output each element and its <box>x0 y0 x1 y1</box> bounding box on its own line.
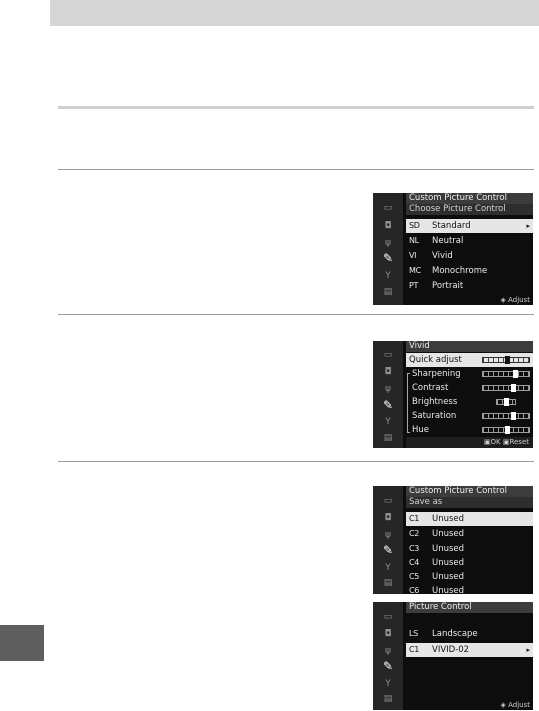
recent-settings-icon: ▤ <box>383 578 393 588</box>
menu-item[interactable] <box>406 643 533 657</box>
slot-item[interactable] <box>406 556 533 570</box>
menu-item-label: Neutral <box>432 236 464 246</box>
recent-settings-icon: ▤ <box>383 287 393 297</box>
slot-code: C1 <box>409 514 420 523</box>
menu-item[interactable] <box>406 279 533 293</box>
setup-menu-icon: Y <box>385 679 391 689</box>
screen-title: Picture Control <box>406 602 533 613</box>
screen-subtitle: Save as <box>406 497 533 508</box>
slot-code: C5 <box>409 572 420 581</box>
picture-control-code: VI <box>409 251 417 260</box>
chevron-right-icon: ▸ <box>526 646 530 654</box>
slot-label: Unused <box>432 558 465 568</box>
menu-item-label: VIVID-02 <box>432 645 470 655</box>
menu-item[interactable] <box>406 219 533 233</box>
playback-menu-icon: ▭ <box>383 496 393 506</box>
parameter-row[interactable] <box>406 381 533 395</box>
menu-item-label: Landscape <box>432 629 478 639</box>
menu-icon-column <box>373 602 403 710</box>
custom-settings-icon: ψ <box>385 646 391 656</box>
playback-menu-icon: ▭ <box>383 612 393 622</box>
menu-icon-column <box>373 193 403 305</box>
screen-save-as <box>373 486 533 594</box>
retouch-menu-icon: ✎ <box>382 251 394 265</box>
hue-slider[interactable] <box>482 427 530 433</box>
chevron-right-icon: ▸ <box>526 222 530 230</box>
setup-menu-icon: Y <box>385 271 391 281</box>
picture-control-code: MC <box>409 266 421 275</box>
footer-adjust-label: Adjust <box>508 701 530 709</box>
parameter-row[interactable] <box>406 409 533 423</box>
menu-item[interactable] <box>406 627 533 641</box>
custom-settings-icon: ψ <box>385 238 391 248</box>
parameter-label: Contrast <box>412 383 449 393</box>
parameter-label: Sharpening <box>412 369 461 379</box>
slot-label: Unused <box>432 514 465 524</box>
playback-menu-icon: ▭ <box>383 350 393 360</box>
footer-adjust-label: Adjust <box>508 296 530 304</box>
contrast-slider[interactable] <box>482 385 530 391</box>
screen-title: Custom Picture Control <box>406 193 533 204</box>
picture-control-code: PT <box>409 281 419 290</box>
retouch-menu-icon: ✎ <box>382 659 394 673</box>
chapter-tab <box>0 625 44 661</box>
slot-label: Unused <box>432 586 465 594</box>
saturation-slider[interactable] <box>482 413 530 419</box>
step-divider <box>58 461 534 462</box>
section-divider <box>58 106 534 109</box>
parameter-label: Hue <box>412 425 430 435</box>
sharpening-slider[interactable] <box>482 371 530 377</box>
parameter-label: Saturation <box>412 411 457 421</box>
footer-reset-label: Reset <box>509 438 529 446</box>
step-divider <box>58 314 534 315</box>
menu-icon-column <box>373 341 403 448</box>
screen-title: Custom Picture Control <box>406 486 533 497</box>
picture-control-code: LS <box>409 629 418 638</box>
playback-menu-icon: ▭ <box>383 203 393 213</box>
screen-picture-control <box>373 602 533 710</box>
picture-control-code: SD <box>409 221 420 230</box>
menu-item[interactable] <box>406 249 533 263</box>
quick-adjust-slider[interactable] <box>482 357 530 363</box>
slot-label: Unused <box>432 529 465 539</box>
slot-item[interactable] <box>406 527 533 541</box>
slot-item[interactable] <box>406 570 533 584</box>
setup-menu-icon: Y <box>385 563 391 573</box>
slot-item[interactable] <box>406 542 533 556</box>
menu-item[interactable] <box>406 234 533 248</box>
slot-code: C3 <box>409 544 420 553</box>
retouch-menu-icon: ✎ <box>382 398 394 412</box>
slot-item[interactable] <box>406 512 533 526</box>
custom-settings-icon: ψ <box>385 384 391 394</box>
recent-settings-icon: ▤ <box>383 694 393 704</box>
slot-label: Unused <box>432 544 465 554</box>
shooting-menu-icon: ◘ <box>384 629 392 639</box>
screen-title: Vivid <box>406 341 533 352</box>
picture-control-code: C1 <box>409 645 420 654</box>
screen-vivid-adjust <box>373 341 533 448</box>
slot-code: C4 <box>409 558 420 567</box>
shooting-menu-icon: ◘ <box>384 221 392 231</box>
slot-label: Unused <box>432 572 465 582</box>
menu-item-label: Vivid <box>432 251 453 261</box>
shooting-menu-icon: ◘ <box>384 367 392 377</box>
menu-item-label: Standard <box>432 221 471 231</box>
menu-item-label: Portrait <box>432 281 464 291</box>
parameter-label: Quick adjust <box>409 355 462 365</box>
setup-menu-icon: Y <box>385 417 391 427</box>
step-divider <box>58 169 534 170</box>
parameter-label: Brightness <box>412 397 458 407</box>
shooting-menu-icon: ◘ <box>384 513 392 523</box>
screen-choose-picture-control <box>373 193 533 305</box>
slot-item[interactable] <box>406 584 533 594</box>
menu-item[interactable] <box>406 264 533 278</box>
parameter-row[interactable] <box>406 395 533 409</box>
menu-item-label: Monochrome <box>432 266 488 276</box>
recent-settings-icon: ▤ <box>383 433 393 443</box>
parameter-row[interactable] <box>406 353 533 367</box>
slot-code: C6 <box>409 586 420 594</box>
menu-icon-column <box>373 486 403 594</box>
footer-hint: ◈ Adjust <box>500 701 530 709</box>
page-header-bar <box>50 0 539 26</box>
footer-ok-label: OK <box>490 438 501 446</box>
screen-subtitle: Choose Picture Control <box>406 204 533 215</box>
parameter-row[interactable] <box>406 367 533 381</box>
brightness-slider[interactable] <box>496 399 516 405</box>
picture-control-code: NL <box>409 236 419 245</box>
footer-hint: ▣OK ▣Reset <box>406 437 533 448</box>
footer-hint: ◈ Adjust <box>500 296 530 304</box>
custom-settings-icon: ψ <box>385 530 391 540</box>
slot-code: C2 <box>409 529 420 538</box>
retouch-menu-icon: ✎ <box>382 543 394 557</box>
parameter-row[interactable] <box>406 423 533 437</box>
